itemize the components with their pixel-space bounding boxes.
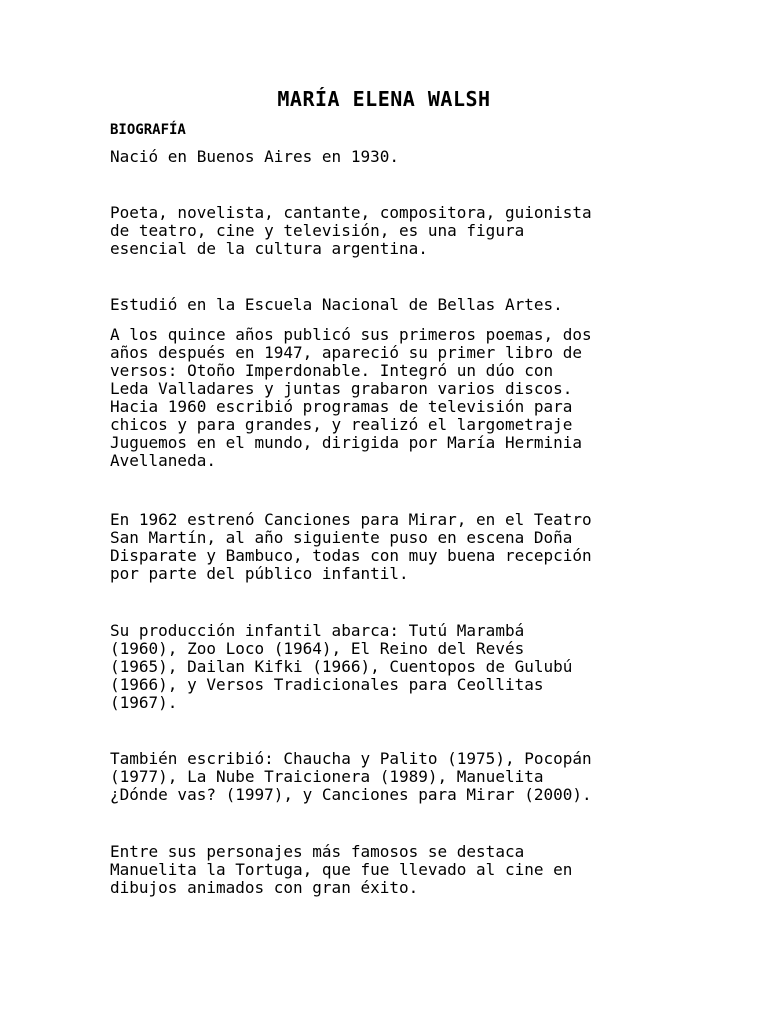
text-line: dibujos animados con gran éxito. [110, 878, 419, 897]
text-line: Hacia 1960 escribió programas de televisión para [110, 397, 573, 416]
text-line: (1965), Dailan Kifki (1966), Cuentopos de Gulubú [110, 657, 573, 676]
text-line: Entre sus personajes más famosos se destaca [110, 842, 525, 861]
text-line: (1966), y Versos Tradicionales para Ceollitas [110, 675, 544, 694]
text-line: Juguemos en el mundo, dirigida por María Herminia [110, 433, 583, 452]
text-line: de teatro, cine y televisión, es una figura [110, 221, 525, 240]
text-line: Manuelita la Tortuga, que fue llevado al cine en [110, 860, 573, 879]
text-line: (1967). [110, 693, 178, 712]
text-line: ¿Dónde vas? (1997), y Canciones para Mirar (2000). [110, 785, 592, 804]
text-line: esencial de la cultura argentina. [110, 239, 428, 258]
text-line: por parte del público infantil. [110, 564, 409, 583]
paragraph-other-works [110, 750, 670, 804]
text-line: (1960), Zoo Loco (1964), El Reino del Revés [110, 639, 525, 658]
text-line: chicos y para grandes, y realizó el largometraje [110, 415, 573, 434]
text-line: San Martín, al año siguiente puso en escena Doña [110, 528, 573, 547]
text-line: También escribió: Chaucha y Palito (1975), Pocopán [110, 749, 592, 768]
text-line: Su producción infantil abarca: Tutú Marambá [110, 621, 525, 640]
text-line: (1977), La Nube Traicionera (1989), Manuelita [110, 767, 544, 786]
paragraph-early-career [110, 326, 670, 470]
text-line: Disparate y Bambuco, todas con muy buena recepción [110, 546, 592, 565]
text-line: Leda Valladares y juntas grabaron varios discos. [110, 379, 573, 398]
page-title: MARÍA ELENA WALSH [277, 87, 491, 111]
text-line: versos: Otoño Imperdonable. Integró un dúo con [110, 361, 554, 380]
text-line: A los quince años publicó sus primeros poemas, dos [110, 325, 592, 344]
text-line: Poeta, novelista, cantante, compositora, guionista [110, 203, 592, 222]
paragraph-birth [110, 148, 670, 166]
section-heading: BIOGRAFÍA [110, 122, 186, 138]
paragraph-profession [110, 204, 670, 258]
text-line: En 1962 estrenó Canciones para Mirar, en el Teatro [110, 510, 592, 529]
paragraph-1962 [110, 511, 670, 583]
paragraph-characters [110, 843, 670, 897]
paragraph-childrens-works [110, 622, 670, 712]
text-line: Estudió en la Escuela Nacional de Bellas Artes. [110, 295, 563, 314]
text-line: Nació en Buenos Aires en 1930. [110, 147, 399, 166]
paragraph-education [110, 296, 670, 314]
text-line: años después en 1947, apareció su primer libro de [110, 343, 583, 362]
text-line: Avellaneda. [110, 451, 216, 470]
